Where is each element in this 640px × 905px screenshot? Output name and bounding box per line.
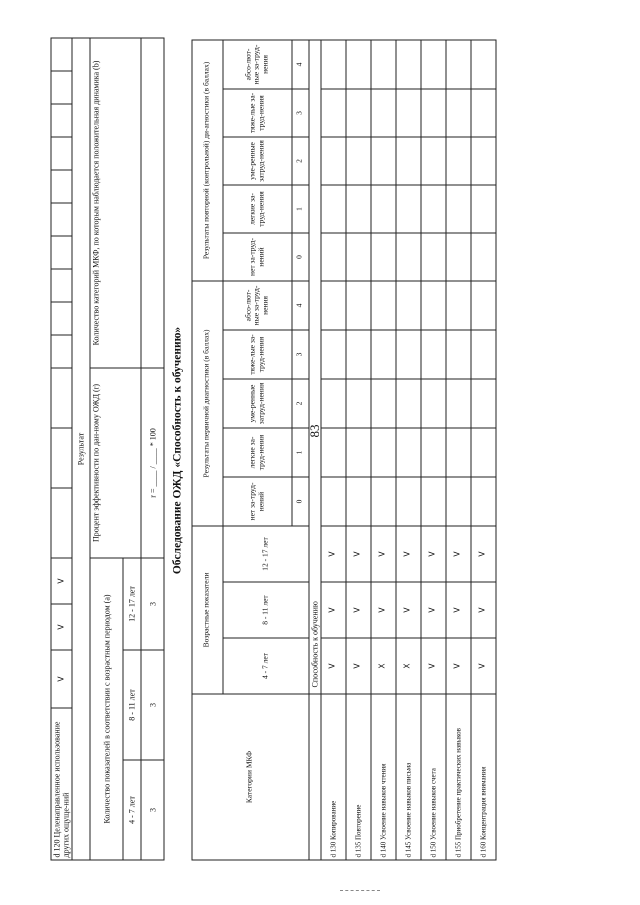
score-cell [371, 136, 396, 184]
empty-cell [51, 235, 72, 268]
score-cell [396, 136, 421, 184]
empty-cell [51, 202, 72, 235]
repeat-score-4: 4 [292, 39, 309, 88]
score-cell [446, 476, 471, 525]
icf-category-label: d 160 Концентрация внимания [471, 694, 496, 860]
primary-score-2: 2 [292, 378, 309, 427]
scan-artifact [340, 890, 380, 892]
repeat-score-label-0: нет за-труд-нений [223, 232, 292, 280]
score-cell [446, 39, 471, 88]
score-cell [421, 329, 446, 378]
age-mark: V [321, 582, 346, 638]
age-mark: V [371, 525, 396, 581]
score-cell [346, 329, 371, 378]
repeat-score-label-2: уме-ренные затруд-нения [223, 136, 292, 184]
score-cell [396, 378, 421, 427]
score-cell [346, 184, 371, 232]
count-value-12-17: 3 [141, 557, 164, 649]
age-col-8-11: 8 - 11 лет [223, 582, 309, 638]
score-cell [321, 39, 346, 88]
score-cell [421, 476, 446, 525]
score-cell [471, 184, 496, 232]
score-cell [421, 280, 446, 329]
repeat-score-label-3: тяже-лые за-труд-нения [223, 88, 292, 136]
empty-cell [51, 136, 72, 169]
d120-mark-8-11: V [51, 603, 72, 649]
age-indicators-header: Возрастные показатели [192, 525, 223, 693]
age-mark: V [346, 525, 371, 581]
score-cell [421, 184, 446, 232]
section-title: Обследование ОЖД «Способность к обучению» [171, 326, 184, 574]
score-cell [371, 280, 396, 329]
age-mark: V [346, 582, 371, 638]
d120-mark-12-17: V [51, 557, 72, 603]
icf-categories-header: Категории МКФ [192, 694, 309, 860]
score-cell [446, 329, 471, 378]
primary-score-1: 1 [292, 427, 309, 476]
empty-cell [51, 169, 72, 202]
count-header: Количество показателей в соответствии с возрастным периодом (а) [90, 557, 123, 859]
age-mark: V [321, 525, 346, 581]
age-group-8-11: 8 - 11 лет [123, 649, 141, 759]
age-mark: V [421, 638, 446, 694]
table-row [321, 39, 346, 859]
primary-score-label-1: легкие за-труд-нения [223, 427, 292, 476]
empty-cell [51, 367, 72, 427]
score-cell [321, 88, 346, 136]
age-col-4-7: 4 - 7 лет [223, 638, 309, 694]
icf-category-label: d 150 Усвоение навыков счета [421, 694, 446, 860]
age-mark: V [446, 638, 471, 694]
table-row [471, 39, 496, 859]
empty-cell [51, 487, 72, 557]
age-mark: V [446, 582, 471, 638]
score-cell [321, 280, 346, 329]
age-mark: V [471, 525, 496, 581]
empty-cell [51, 268, 72, 301]
primary-score-3: 3 [292, 329, 309, 378]
score-cell [371, 39, 396, 88]
score-cell [371, 378, 396, 427]
age-mark: V [421, 582, 446, 638]
score-cell [371, 232, 396, 280]
score-cell [421, 88, 446, 136]
age-mark: V [471, 582, 496, 638]
primary-score-label-4: абсо-лют-ные за-труд-нения [223, 280, 292, 329]
score-cell [321, 427, 346, 476]
score-cell [396, 184, 421, 232]
score-cell [446, 232, 471, 280]
age-col-12-17: 12 - 17 лет [223, 525, 309, 581]
score-cell [346, 88, 371, 136]
score-cell [396, 280, 421, 329]
age-mark: V [396, 525, 421, 581]
efficiency-formula: r = ____ / ____ * 100 [141, 367, 164, 557]
score-cell [471, 280, 496, 329]
score-cell [421, 39, 446, 88]
count-value-8-11: 3 [141, 649, 164, 759]
age-mark: V [421, 525, 446, 581]
table-row [371, 39, 396, 859]
score-cell [371, 88, 396, 136]
empty-cell [51, 70, 72, 103]
score-cell [471, 476, 496, 525]
score-cell [396, 329, 421, 378]
empty-cell [51, 103, 72, 136]
score-cell [421, 427, 446, 476]
score-cell [346, 476, 371, 525]
category-rows [321, 39, 496, 859]
score-cell [346, 232, 371, 280]
score-cell [446, 427, 471, 476]
repeat-score-0: 0 [292, 232, 309, 280]
score-cell [321, 232, 346, 280]
score-cell [446, 280, 471, 329]
primary-score-4: 4 [292, 280, 309, 329]
score-cell [371, 184, 396, 232]
empty-cell [51, 427, 72, 487]
d120-label: d 120 Целенаправленное использование других ощуще-ний [51, 707, 72, 859]
primary-score-label-2: уме-ренные затруд-нения [223, 378, 292, 427]
positive-dynamics-header: Количество категорий МКФ, по которым наблюдается положительная динамика (b) [90, 37, 141, 367]
age-mark: X [396, 638, 421, 694]
icf-category-label: d 145 Усвоение навыков письма [396, 694, 421, 860]
positive-dynamics-value [141, 37, 164, 367]
score-cell [396, 88, 421, 136]
age-mark: V [446, 525, 471, 581]
score-cell [421, 232, 446, 280]
empty-cell [51, 301, 72, 334]
score-cell [346, 136, 371, 184]
score-cell [446, 378, 471, 427]
learning-ability-table [191, 39, 496, 860]
score-cell [446, 136, 471, 184]
score-cell [371, 476, 396, 525]
repeat-score-2: 2 [292, 136, 309, 184]
empty-cell [51, 334, 72, 367]
score-cell [321, 329, 346, 378]
score-cell [371, 427, 396, 476]
age-mark: V [346, 638, 371, 694]
score-cell [471, 88, 496, 136]
score-cell [371, 329, 396, 378]
score-cell [321, 378, 346, 427]
score-cell [396, 476, 421, 525]
icf-category-label: d 135 Повторение [346, 694, 371, 860]
results-summary-table [51, 37, 165, 860]
score-cell [396, 39, 421, 88]
icf-category-label: d 140 Усвоение навыков чтения [371, 694, 396, 860]
repeat-score-label-1: легкие за-труд-нения [223, 184, 292, 232]
repeat-score-label-4: абсо-лют-ные за-труд-нения [223, 39, 292, 88]
table-row [396, 39, 421, 859]
repeat-score-1: 1 [292, 184, 309, 232]
score-cell [321, 136, 346, 184]
subsection-label: Способность к обучению [309, 39, 321, 693]
score-cell [321, 476, 346, 525]
score-cell [321, 184, 346, 232]
primary-diagnostics-header: Результаты первичной диагностики (в баллах) [192, 280, 223, 525]
age-mark: V [371, 582, 396, 638]
primary-score-0: 0 [292, 476, 309, 525]
empty-cell [309, 694, 321, 860]
score-cell [471, 427, 496, 476]
score-cell [471, 136, 496, 184]
age-group-4-7: 4 - 7 лет [123, 760, 141, 860]
count-value-4-7: 3 [141, 760, 164, 860]
page-number: 83 [307, 424, 322, 438]
score-cell [471, 39, 496, 88]
empty-cell [51, 37, 72, 70]
repeat-score-3: 3 [292, 88, 309, 136]
icf-category-label: d 130 Копирование [321, 694, 346, 860]
age-mark: V [321, 638, 346, 694]
age-mark: V [471, 638, 496, 694]
score-cell [421, 378, 446, 427]
age-group-12-17: 12 - 17 лет [123, 557, 141, 649]
score-cell [396, 232, 421, 280]
icf-category-label: d 155 Приобретение практических навыков [446, 694, 471, 860]
age-mark: V [396, 582, 421, 638]
primary-score-label-3: тяже-лые за-труд-нения [223, 329, 292, 378]
score-cell [446, 184, 471, 232]
table-row [446, 39, 471, 859]
score-cell [471, 378, 496, 427]
primary-score-label-0: нет за-труд-нений [223, 476, 292, 525]
score-cell [446, 88, 471, 136]
efficiency-header: Процент эффективности по дан-ному ОЖД (r) [90, 367, 141, 557]
repeat-diagnostics-header: Результаты повторной (контрольной) ди-агностики (в баллах) [192, 39, 223, 280]
d120-mark-4-7: V [51, 649, 72, 707]
table-row [421, 39, 446, 859]
score-cell [471, 329, 496, 378]
score-cell [471, 232, 496, 280]
result-label: Результат [72, 37, 90, 859]
score-cell [346, 427, 371, 476]
age-mark: X [371, 638, 396, 694]
score-cell [346, 280, 371, 329]
score-cell [346, 378, 371, 427]
rotated-document-content [51, 40, 586, 860]
score-cell [396, 427, 421, 476]
table-row [346, 39, 371, 859]
score-cell [346, 39, 371, 88]
score-cell [421, 136, 446, 184]
